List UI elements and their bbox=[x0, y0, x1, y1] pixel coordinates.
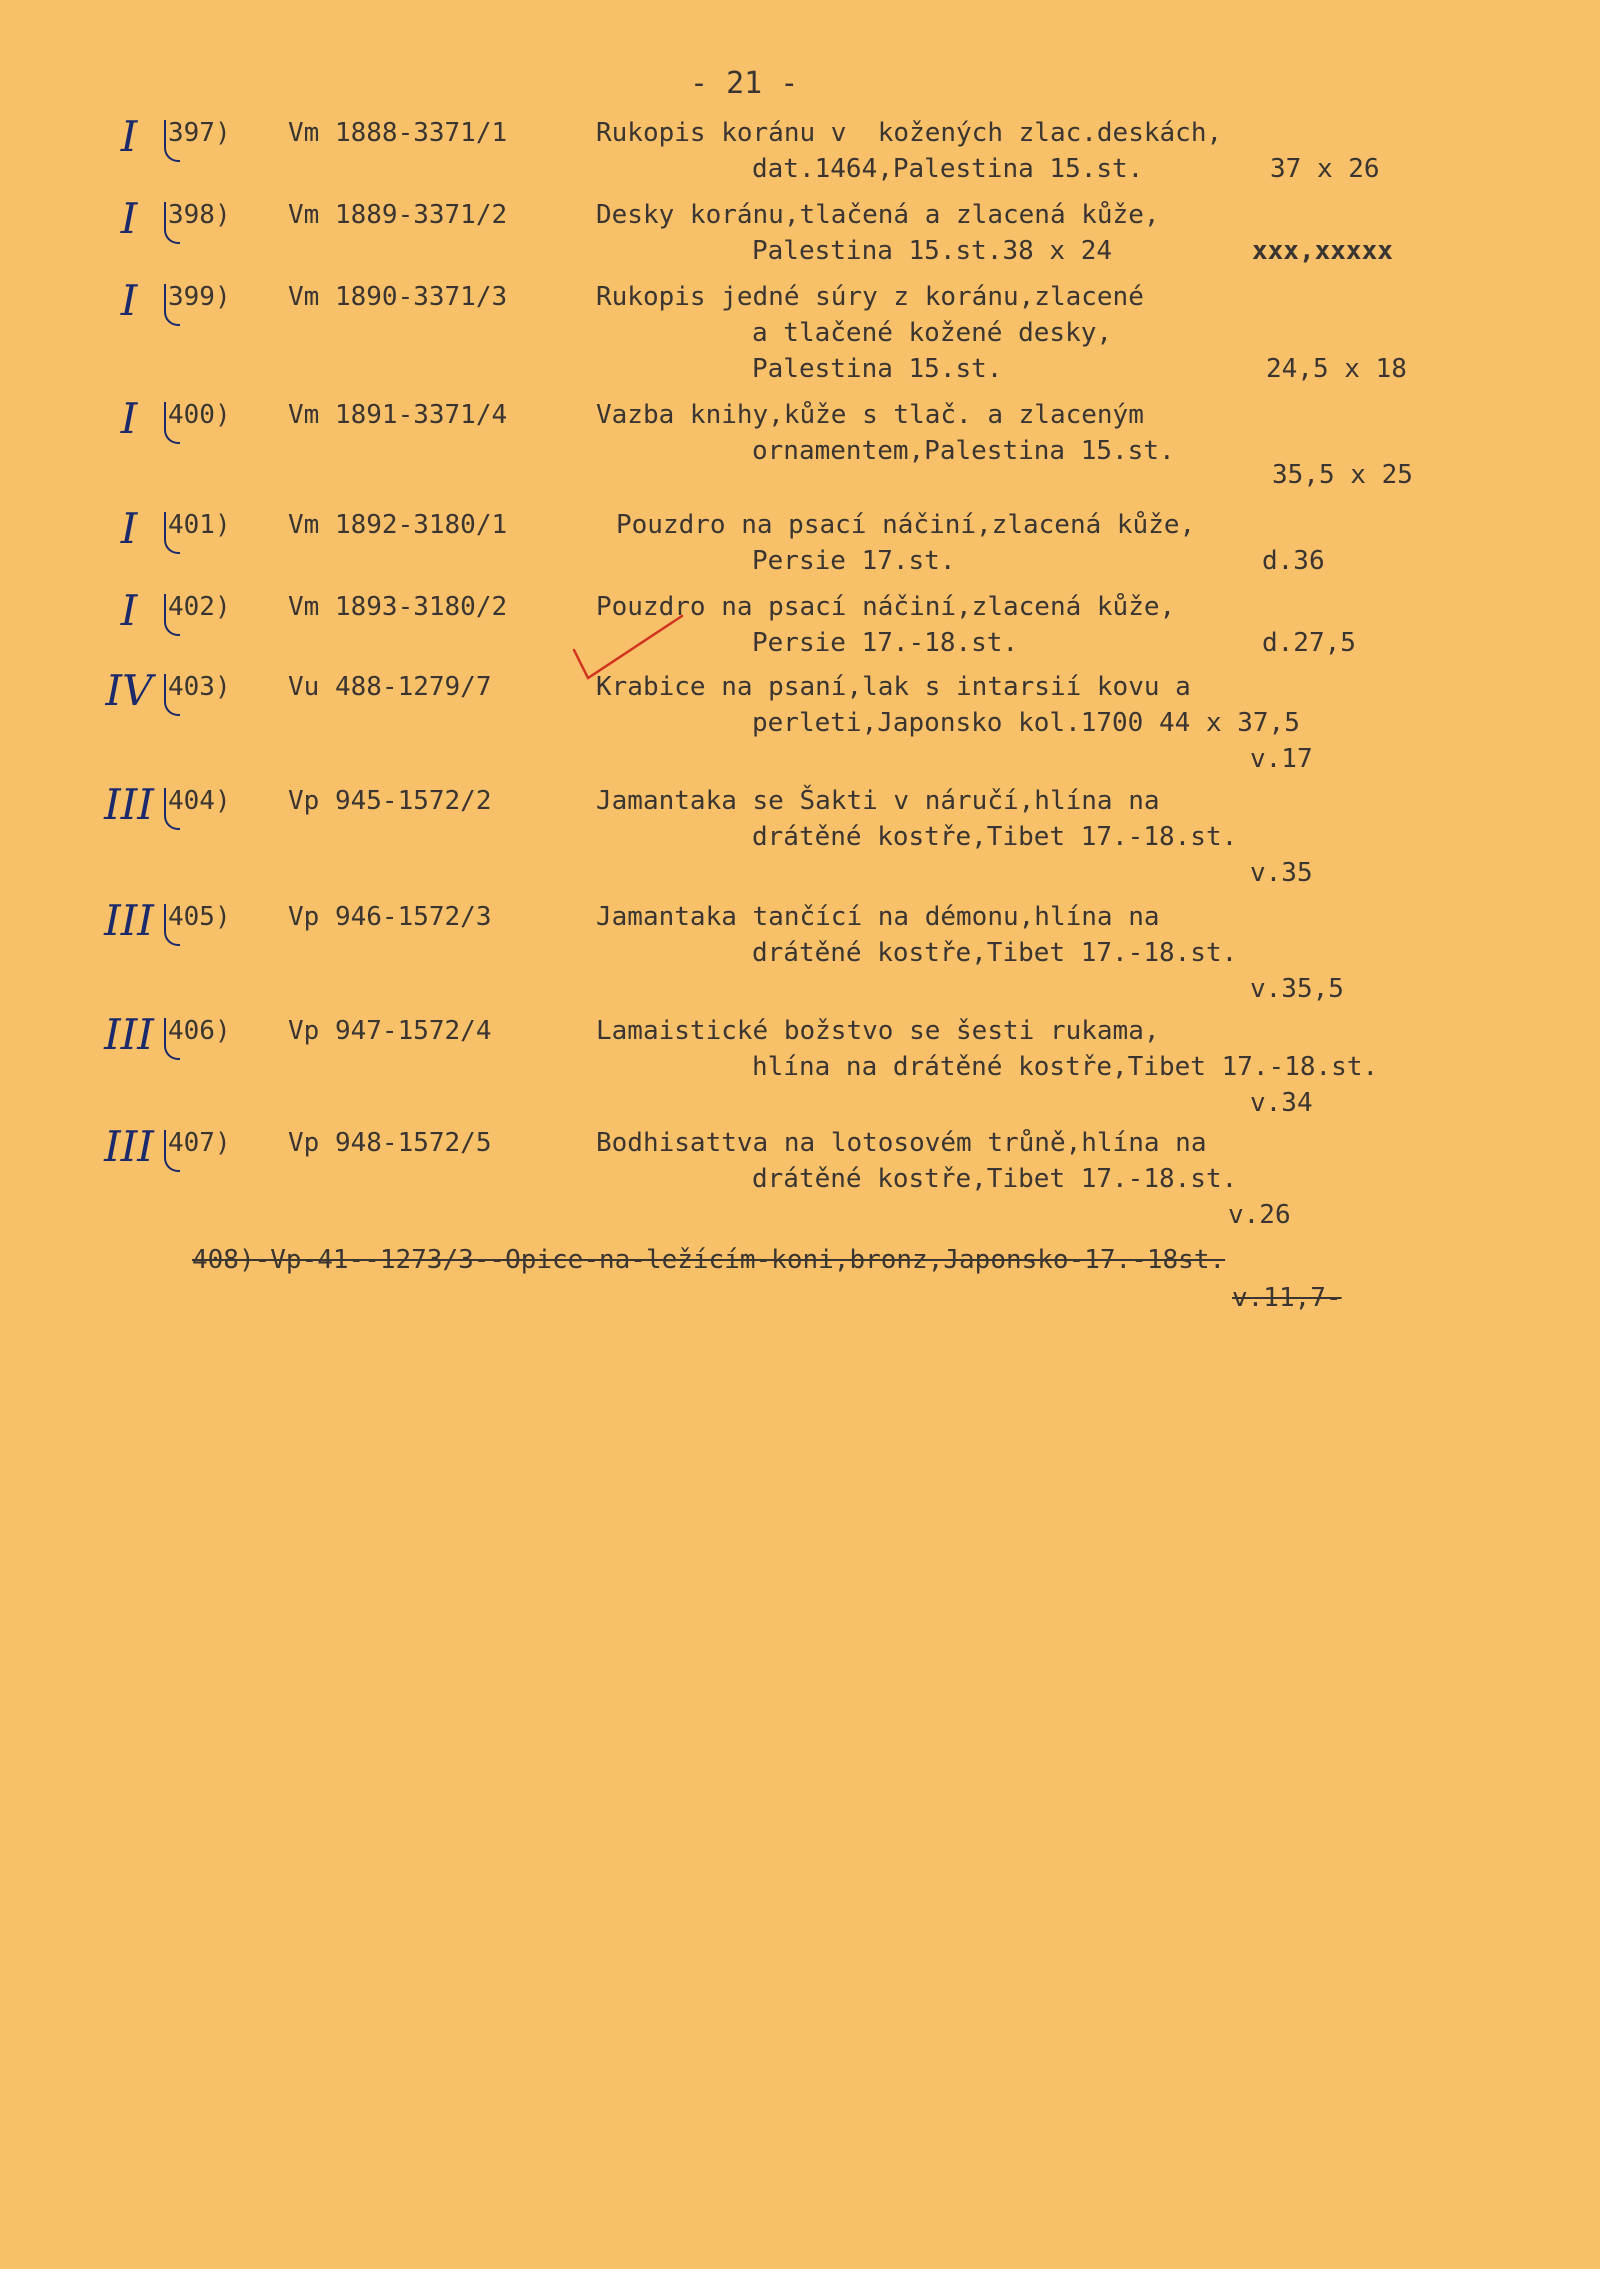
description-line: Rukopis jedné súry z koránu,zlacené bbox=[596, 282, 1144, 312]
inventory-number: Vp 946-1572/3 bbox=[288, 902, 492, 932]
description-line: Persie 17.st. bbox=[752, 546, 956, 576]
dimensions: xxx,xxxxx bbox=[1252, 236, 1393, 266]
description-line: dat.1464,Palestina 15.st. bbox=[752, 154, 1144, 184]
description-line: Jamantaka tančící na démonu,hlína na bbox=[596, 902, 1160, 932]
description-line: Vazba knihy,kůže s tlač. a zlaceným bbox=[596, 400, 1144, 430]
description-line: drátěné kostře,Tibet 17.-18.st. bbox=[752, 1164, 1238, 1194]
description-line: Palestina 15.st.38 x 24 bbox=[752, 236, 1113, 266]
dimensions: v.34 bbox=[1250, 1088, 1313, 1118]
description-line: drátěné kostře,Tibet 17.-18.st. bbox=[752, 822, 1238, 852]
entry-number: 407) bbox=[168, 1128, 231, 1158]
description-line: Jamantaka se Šakti v náručí,hlína na bbox=[596, 786, 1160, 816]
entry-number: 403) bbox=[168, 672, 231, 702]
inventory-number: Vp 948-1572/5 bbox=[288, 1128, 492, 1158]
entry-number: 399) bbox=[168, 282, 231, 312]
dimensions: v.17 bbox=[1250, 744, 1313, 774]
dimensions: 35,5 x 25 bbox=[1272, 460, 1413, 490]
inventory-number: Vu 488-1279/7 bbox=[288, 672, 492, 702]
inventory-number: Vm 1891-3371/4 bbox=[288, 400, 508, 430]
entry-number: 402) bbox=[168, 592, 231, 622]
handwritten-mark: I bbox=[120, 504, 138, 553]
description-line: Rukopis koránu v kožených zlac.deskách, bbox=[596, 118, 1223, 148]
entry-number: 404) bbox=[168, 786, 231, 816]
inventory-number: Vp 947-1572/4 bbox=[288, 1016, 492, 1046]
struck-entry: 408)-Vp-41--1273/3--Opice-na-ležícím-koni,bronz,Japonsko-17.-18st. bbox=[192, 1245, 1226, 1275]
page-number: - 21 - bbox=[690, 66, 799, 101]
description-line: Bodhisattva na lotosovém trůně,hlína na bbox=[596, 1128, 1207, 1158]
entry-number: 400) bbox=[168, 400, 231, 430]
description-line: Persie 17.-18.st. bbox=[752, 628, 1019, 658]
handwritten-mark: III bbox=[104, 1122, 154, 1171]
inventory-number: Vp 945-1572/2 bbox=[288, 786, 492, 816]
description-line: Pouzdro na psací náčiní,zlacená kůže, bbox=[596, 592, 1176, 622]
description-line: Pouzdro na psací náčiní,zlacená kůže, bbox=[616, 510, 1196, 540]
entry-number: 405) bbox=[168, 902, 231, 932]
struck-dimensions: v.11,7- bbox=[1232, 1283, 1342, 1313]
description-line: hlína na drátěné kostře,Tibet 17.-18.st. bbox=[752, 1052, 1379, 1082]
handwritten-mark: III bbox=[104, 780, 154, 829]
inventory-number: Vm 1888-3371/1 bbox=[288, 118, 508, 148]
description-line: Krabice na psaní,lak s intarsií kovu a bbox=[596, 672, 1191, 702]
dimensions: d.36 bbox=[1262, 546, 1325, 576]
description-line: ornamentem,Palestina 15.st. bbox=[752, 436, 1175, 466]
dimensions: 37 x 26 bbox=[1270, 154, 1380, 184]
handwritten-mark: I bbox=[120, 194, 138, 243]
description-line: Lamaistické božstvo se šesti rukama, bbox=[596, 1016, 1160, 1046]
handwritten-mark: I bbox=[120, 586, 138, 635]
entry-number: 406) bbox=[168, 1016, 231, 1046]
entry-number: 401) bbox=[168, 510, 231, 540]
description-line: Desky koránu,tlačená a zlacená kůže, bbox=[596, 200, 1160, 230]
entry-number: 397) bbox=[168, 118, 231, 148]
description-line: Palestina 15.st. bbox=[752, 354, 1003, 384]
inventory-number: Vm 1889-3371/2 bbox=[288, 200, 508, 230]
handwritten-mark: III bbox=[104, 896, 154, 945]
dimensions: v.35,5 bbox=[1250, 974, 1344, 1004]
description-line: a tlačené kožené desky, bbox=[752, 318, 1113, 348]
inventory-number: Vm 1892-3180/1 bbox=[288, 510, 508, 540]
dimensions: 24,5 x 18 bbox=[1266, 354, 1407, 384]
dimensions: v.35 bbox=[1250, 858, 1313, 888]
handwritten-mark: I bbox=[120, 276, 138, 325]
handwritten-mark: IV bbox=[105, 666, 153, 715]
dimensions: v.26 bbox=[1228, 1200, 1291, 1230]
description-line: perleti,Japonsko kol.1700 44 x 37,5 bbox=[752, 708, 1300, 738]
handwritten-mark: I bbox=[120, 394, 138, 443]
dimensions: d.27,5 bbox=[1262, 628, 1356, 658]
description-line: drátěné kostře,Tibet 17.-18.st. bbox=[752, 938, 1238, 968]
inventory-number: Vm 1893-3180/2 bbox=[288, 592, 508, 622]
handwritten-mark: I bbox=[120, 112, 138, 161]
handwritten-mark: III bbox=[104, 1010, 154, 1059]
entry-number: 398) bbox=[168, 200, 231, 230]
inventory-number: Vm 1890-3371/3 bbox=[288, 282, 508, 312]
